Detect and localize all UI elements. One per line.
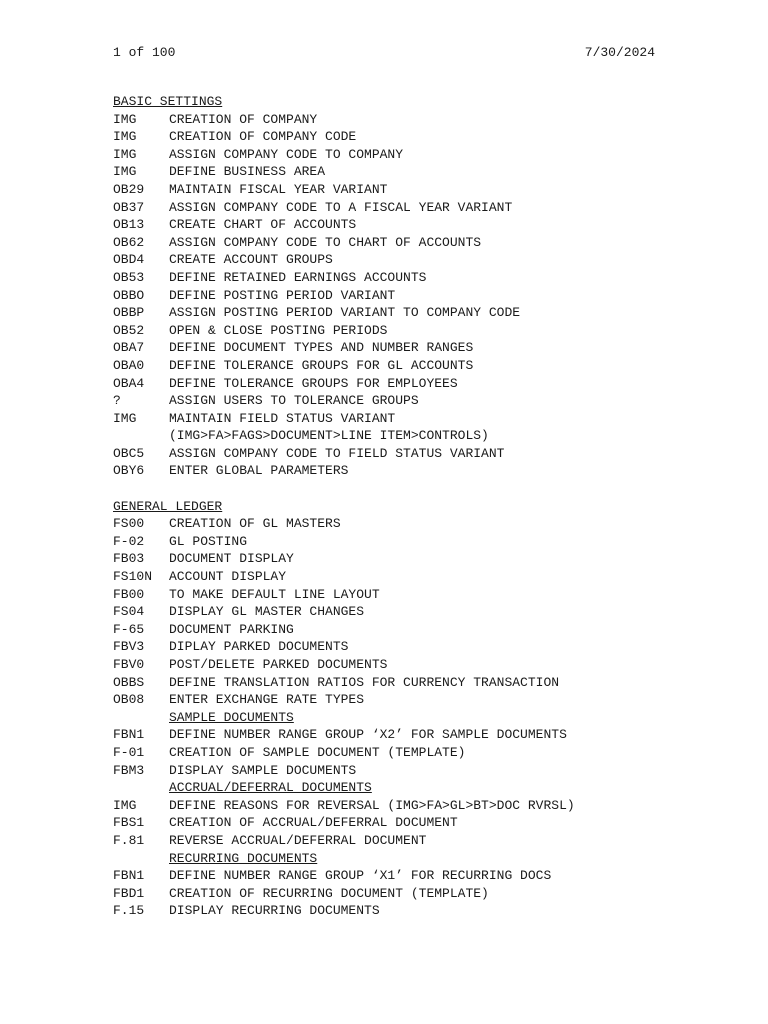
tcode: FS00 [113, 516, 145, 532]
tcode-path-note: (IMG>FA>FAGS>DOCUMENT>LINE ITEM>CONTROLS) [169, 428, 489, 444]
tcode-description: DEFINE REASONS FOR REVERSAL (IMG>FA>GL>BT>DOC RVRSL) [169, 797, 575, 813]
tcode-description: DOCUMENT PARKING [169, 621, 294, 637]
tcode-description: CREATION OF SAMPLE DOCUMENT (TEMPLATE) [169, 744, 466, 760]
tcode-description: OPEN & CLOSE POSTING PERIODS [169, 322, 388, 338]
tcode-row [113, 586, 713, 604]
tcode-description: ASSIGN COMPANY CODE TO CHART OF ACCOUNTS [169, 234, 482, 250]
tcode: OBY6 [113, 463, 145, 479]
tcode-row [113, 111, 713, 129]
tcode-description: POST/DELETE PARKED DOCUMENTS [169, 657, 388, 672]
tcode-description: ASSIGN USERS TO TOLERANCE GROUPS [169, 393, 419, 409]
tcode: OB52 [113, 322, 145, 338]
tcode-description: DEFINE TOLERANCE GROUPS FOR GL ACCOUNTS [169, 357, 474, 373]
tcode: OBBS [113, 674, 145, 690]
tcode: OB29 [113, 181, 145, 197]
tcode-description: CREATION OF GL MASTERS [169, 516, 341, 532]
tcode-description: DISPLAY GL MASTER CHANGES [169, 604, 365, 620]
tcode-description: GL POSTING [169, 533, 248, 549]
tcode-description: DIPLAY PARKED DOCUMENTS [169, 639, 349, 655]
tcode-description: ASSIGN POSTING PERIOD VARIANT TO COMPANY CODE [169, 305, 521, 321]
tcode: FS04 [113, 604, 145, 620]
tcode-row [113, 814, 713, 832]
tcode: FBM3 [113, 762, 145, 778]
tcode: F-02 [113, 533, 145, 549]
page-header [113, 45, 655, 61]
tcode: OBC5 [113, 445, 145, 461]
tcode: IMG [113, 164, 137, 180]
tcode: FBN1 [113, 727, 145, 743]
tcode-description: DEFINE NUMBER RANGE GROUP ‘X1’ FOR RECURRING DOCS [169, 868, 552, 884]
tcode: F.15 [113, 903, 145, 919]
tcode: OBA0 [113, 357, 145, 373]
tcode-description: DEFINE RETAINED EARNINGS ACCOUNTS [169, 269, 427, 285]
subsection-title-recurring-documents: RECURRING DOCUMENTS [169, 850, 318, 866]
tcode-row [113, 691, 713, 709]
tcode-row [113, 638, 713, 656]
tcode-row [113, 269, 713, 287]
tcode: FBN1 [113, 868, 145, 884]
tcode-row [113, 462, 713, 480]
tcode-description: ASSIGN COMPANY CODE TO FIELD STATUS VARIANT [169, 445, 505, 461]
tcode-description: CREATION OF RECURRING DOCUMENT (TEMPLATE) [169, 885, 489, 901]
tcode: FS10N [113, 569, 153, 585]
tcode: IMG [113, 129, 137, 145]
tcode: FBV3 [113, 639, 145, 655]
tcode-row [113, 867, 713, 885]
tcode: OBD4 [113, 252, 145, 268]
subsection-title-accrual-deferral: ACCRUAL/DEFERRAL DOCUMENTS [169, 780, 372, 796]
tcode: F.81 [113, 832, 145, 848]
tcode-row [113, 568, 713, 586]
tcode-row [113, 550, 713, 568]
section-title-general-ledger: GENERAL LEDGER [113, 498, 223, 514]
tcode: IMG [113, 797, 137, 813]
subsection-title-sample-documents: SAMPLE DOCUMENTS [169, 709, 294, 725]
tcode-row [113, 128, 713, 146]
tcode-description: DEFINE NUMBER RANGE GROUP ‘X2’ FOR SAMPLE DOCUMENTS [169, 727, 567, 743]
tcode: OBBO [113, 287, 145, 303]
tcode: F-65 [113, 621, 145, 637]
tcode-description: ASSIGN COMPANY CODE TO A FISCAL YEAR VARIANT [169, 199, 513, 215]
tcode-description: CREATION OF COMPANY [169, 111, 318, 127]
tcode-row [113, 410, 713, 428]
document-body [113, 93, 713, 920]
tcode-row [113, 674, 713, 692]
tcode-row [113, 216, 713, 234]
tcode: IMG [113, 111, 137, 127]
tcode-description: ASSIGN COMPANY CODE TO COMPANY [169, 146, 404, 162]
tcode-description: DISPLAY SAMPLE DOCUMENTS [169, 762, 357, 778]
tcode-description: DISPLAY RECURRING DOCUMENTS [169, 903, 380, 919]
tcode-row [113, 375, 713, 393]
tcode: OB37 [113, 199, 145, 215]
tcode-row [113, 304, 713, 322]
tcode-row [113, 762, 713, 780]
tcode: OB13 [113, 217, 145, 233]
tcode-row [113, 181, 713, 199]
tcode-description: DOCUMENT DISPLAY [169, 551, 294, 567]
tcode-row [113, 251, 713, 269]
tcode-description: DEFINE TRANSLATION RATIOS FOR CURRENCY TRANSACTION [169, 674, 560, 690]
tcode-description: CREATION OF COMPANY CODE [169, 129, 357, 145]
tcode-row [113, 357, 713, 375]
tcode: F-01 [113, 744, 145, 760]
tcode: OB08 [113, 692, 145, 708]
tcode-row [113, 146, 713, 164]
tcode-description: REVERSE ACCRUAL/DEFERRAL DOCUMENT [169, 832, 427, 848]
tcode-description: DEFINE POSTING PERIOD VARIANT [169, 287, 396, 303]
tcode-row [113, 533, 713, 551]
tcode-row [113, 797, 713, 815]
tcode-row [113, 744, 713, 762]
tcode-description: MAINTAIN FISCAL YEAR VARIANT [169, 181, 388, 197]
tcode-row [113, 832, 713, 850]
tcode: ? [113, 393, 121, 409]
tcode: OBA4 [113, 375, 145, 391]
section-spacer [113, 480, 713, 498]
tcode-description: ENTER EXCHANGE RATE TYPES [169, 692, 365, 708]
tcode-row [113, 199, 713, 217]
tcode-row [113, 885, 713, 903]
tcode-row [113, 902, 713, 920]
tcode-description: CREATION OF ACCRUAL/DEFERRAL DOCUMENT [169, 815, 458, 831]
tcode-description: DEFINE BUSINESS AREA [169, 164, 326, 180]
tcode: OB53 [113, 269, 145, 285]
tcode: FBV0 [113, 657, 145, 672]
tcode-row [113, 656, 713, 674]
tcode: FB03 [113, 551, 145, 567]
tcode: FB00 [113, 586, 145, 602]
tcode: FBS1 [113, 815, 145, 831]
tcode-row [113, 621, 713, 639]
tcode: IMG [113, 146, 137, 162]
tcode-description: DEFINE TOLERANCE GROUPS FOR EMPLOYEES [169, 375, 458, 391]
page-number: 1 of 100 [113, 45, 176, 60]
tcode-row [113, 726, 713, 744]
tcode-description: CREATE ACCOUNT GROUPS [169, 252, 333, 268]
tcode: OBBP [113, 305, 145, 321]
tcode-row [113, 287, 713, 305]
tcode-row [113, 339, 713, 357]
tcode-row [113, 445, 713, 463]
print-date: 7/30/2024 [584, 45, 655, 60]
tcode-row [113, 234, 713, 252]
tcode-row [113, 322, 713, 340]
tcode-description: TO MAKE DEFAULT LINE LAYOUT [169, 586, 380, 602]
tcode: OB62 [113, 234, 145, 250]
tcode-description: ENTER GLOBAL PARAMETERS [169, 463, 349, 479]
section-title-basic-settings: BASIC SETTINGS [113, 94, 223, 109]
tcode: OBA7 [113, 340, 145, 356]
tcode-row [113, 515, 713, 533]
tcode: FBD1 [113, 885, 145, 901]
tcode-description: DEFINE DOCUMENT TYPES AND NUMBER RANGES [169, 340, 474, 356]
tcode-description: CREATE CHART OF ACCOUNTS [169, 217, 357, 233]
tcode-row [113, 603, 713, 621]
tcode-description: ACCOUNT DISPLAY [169, 569, 287, 585]
tcode-description: MAINTAIN FIELD STATUS VARIANT [169, 410, 396, 426]
tcode: IMG [113, 410, 137, 426]
tcode-row [113, 163, 713, 181]
tcode-row [113, 392, 713, 410]
